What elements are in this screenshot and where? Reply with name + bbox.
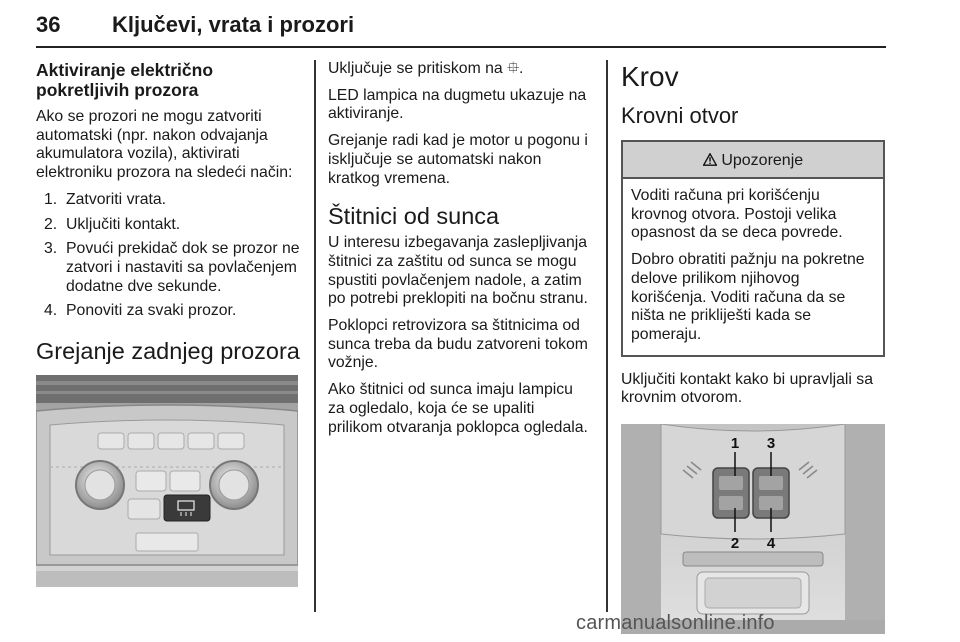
chapter-title: Ključevi, vrata i prozori	[112, 12, 355, 37]
sunroof-switch-photo	[621, 424, 885, 634]
warning-text-1: Voditi računa pri korišćenju krovnog otvora. Postoji velika opasnost da se deca povrede.	[631, 187, 843, 242]
callout-label-4: 4	[766, 535, 776, 553]
section-heading-rear-window-heating: Grejanje zadnjeg prozora	[36, 338, 300, 365]
page-number: 36	[36, 12, 61, 37]
callout-label-2: 2	[730, 535, 740, 553]
section-heading-sunroof: Krovni otvor	[621, 103, 739, 128]
list-item: 4. Ponoviti za svaki prozor.	[44, 302, 237, 320]
window-activation-intro: Ako se prozori ne mogu zatvoriti automatski (npr. nakon odvajanja akumulatora vozila), aktivirati elektroniku prozora na sledeći način:	[36, 108, 293, 182]
list-item: 1. Zatvoriti vrata.	[44, 190, 167, 208]
column-divider-2	[606, 60, 608, 612]
mirror-light-text: Ako štitnici od sunca imaju lampicu za ogledalo, koja će se upaliti prilikom otvaranja poklopca ogledala.	[328, 381, 588, 436]
sunroof-ignition-text: Uključiti kontakt kako bi upravljali sa krovnim otvorom.	[621, 370, 873, 407]
steps-list	[36, 191, 300, 321]
warning-box	[621, 140, 885, 357]
list-item: 2. Uključiti kontakt.	[44, 215, 181, 233]
column-1	[36, 60, 300, 587]
list-item: 3. Povući prekidač dok se prozor ne zatvori i nastaviti sa povlačenjem dodatne dve sekunde.	[44, 240, 300, 295]
chapter-heading-roof: Krov	[621, 61, 679, 92]
watermark: carmanualsonline.info	[576, 612, 775, 634]
warning-title: Upozorenje	[721, 152, 804, 169]
warning-triangle-icon	[703, 152, 721, 169]
callout-label-3: 3	[766, 435, 776, 453]
header-rule	[36, 46, 886, 48]
callout-label-1: 1	[730, 435, 740, 453]
led-indicator-text: LED lampica na dugmetu ukazuje na aktiviranje.	[328, 86, 587, 123]
sun-visor-usage-text: U interesu izbegavanja zaslepljivanja štitnici za zaštitu od sunca se mogu spustiti povlačenjem nadole, a zatim po potrebi preklopiti na bočnu stranu.	[328, 234, 588, 308]
rear-heating-activation-text: Uključuje se pritiskom na ⯐.	[328, 60, 524, 77]
column-divider-1	[314, 60, 316, 612]
mirror-cover-text: Poklopci retrovizora sa štitnicima od sunca treba da budu zatvoreni tokom vožnje.	[328, 317, 588, 372]
warning-header	[623, 142, 883, 179]
section-heading-window-activation: Aktiviranje električno pokretljivih prozora	[36, 60, 214, 100]
warning-body	[623, 179, 883, 355]
column-3	[621, 60, 885, 634]
heating-duration-text: Grejanje radi kad je motor u pogonu i isključuje se automatski nakon kratkog vremena.	[328, 132, 588, 187]
section-heading-sun-visors: Štitnici od sunca	[328, 203, 500, 230]
column-2	[328, 60, 592, 445]
warning-text-2: Dobro obratiti pažnju na pokretne delove prilikom njihovog korišćenja. Voditi računa da se ništa ne prikliješti kada se pomeraju.	[631, 251, 865, 343]
climate-control-panel-photo	[36, 375, 298, 587]
